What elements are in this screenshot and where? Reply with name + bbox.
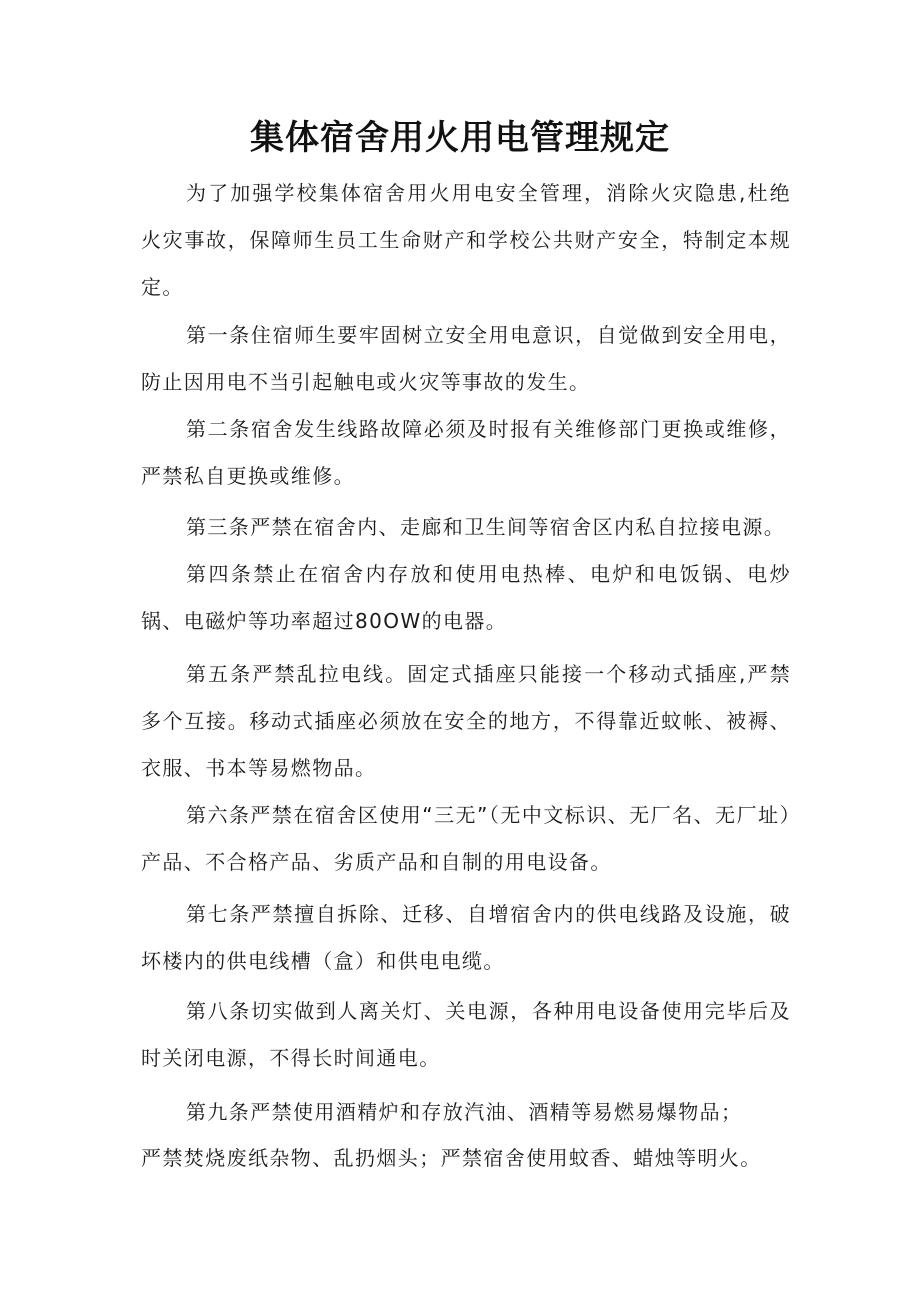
article-9-line-1: 第九条严禁使用酒精炉和存放汽油、酒精等易燃易爆物品； [186,1100,743,1124]
paragraph-article-6: 第六条严禁在宿舍区使用“三无”（无中文标识、无厂名、无厂址）产品、不合格产品、劣质产品和自制的用电设备。 [141,803,791,874]
paragraph-article-4: 第四条禁止在宿舍内存放和使用电热棒、电炉和电饭锅、电炒锅、电磁炉等功率超过80OW的电器。 [141,562,791,633]
paragraph-article-2: 第二条宿舍发生线路故障必须及时报有关维修部门更换或维修，严禁私自更换或维修。 [141,417,791,488]
paragraph-article-3: 第三条严禁在宿舍内、走廊和卫生间等宿舍区内私自拉接电源。 [186,515,786,539]
paragraph-article-7: 第七条严禁擅自拆除、迁移、自增宿舍内的供电线路及设施，破坏楼内的供电线槽（盒）和供电电缆。 [141,902,791,973]
paragraph-article-5: 第五条严禁乱拉电线。固定式插座只能接一个移动式插座,严禁多个互接。移动式插座必须放在安全的地方，不得靠近蚊帐、被褥、衣服、书本等易燃物品。 [141,662,791,780]
article-9-line-2: 严禁焚烧废纸杂物、乱扔烟头；严禁宿舍使用蚊香、蜡烛等明火。 [141,1146,762,1170]
document-title: 集体宿舍用火用电管理规定 [250,118,670,158]
paragraph-article-1: 第一条住宿师生要牢固树立安全用电意识，自觉做到安全用电，防止因用电不当引起触电或火灾等事故的发生。 [141,323,791,394]
paragraph-article-9 [141,1089,791,1181]
paragraph-preamble: 为了加强学校集体宿舍用火用电安全管理，消除火灾隐患,杜绝火灾事故，保障师生员工生命财产和学校公共财产安全，特制定本规定。 [141,181,791,299]
paragraph-article-8: 第八条切实做到人离关灯、关电源，各种用电设备使用完毕后及时关闭电源，不得长时间通电。 [141,999,791,1070]
